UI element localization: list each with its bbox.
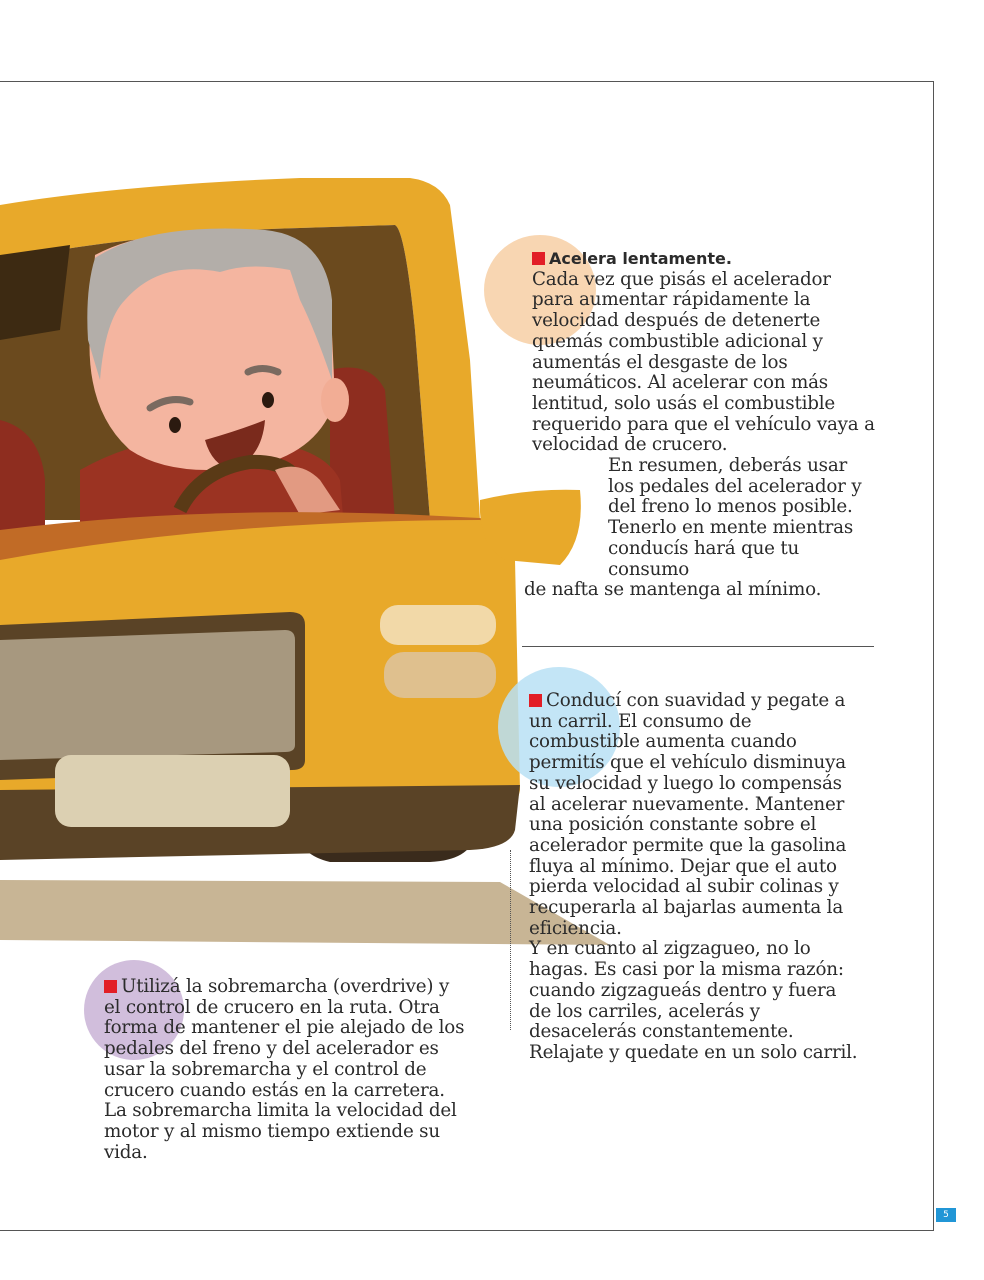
headlight-lower bbox=[384, 652, 496, 698]
section-suavidad-body: Conducí con suavidad y pegate a un carril. El consumo de combustible aumenta cuando permitís que el vehículo disminuya su velocidad y luego lo compensás al acelerar nuevamente. Mantener una posición constante sobre el acelerador permite que la gasolina fluya al mínimo. Dejar que el auto pierda velocidad al subir colinas y recuperarla al bajarlas aumenta la eficiencia. bbox=[529, 690, 847, 939]
section-acelera-summary: En resumen, deberás usar los pedales del acelerador y del freno lo menos posible. Tenerlo en mente mientras conducís hará que tu consumo bbox=[608, 455, 862, 580]
red-square-bullet-icon bbox=[104, 980, 117, 993]
window-dark bbox=[0, 245, 70, 340]
red-square-bullet-icon bbox=[529, 694, 542, 707]
section-divider bbox=[522, 646, 874, 647]
road-shape bbox=[0, 880, 610, 945]
license-plate bbox=[55, 755, 290, 827]
section-sobremarcha-body: Utilizá la sobremarcha (overdrive) y el control de crucero en la ruta. Otra forma de mantener el pie alejado de los pedales del freno y del acelerador es usar la sobremarcha y el control de crucero cuando estás en la carretera. La sobremarcha limita la velocidad del motor y al mismo tiempo extiende su vida. bbox=[104, 976, 465, 1163]
section-acelera-body: Cada vez que pisás el acelerador para aumentar rápidamente la velocidad después de detenerte quemás combustible adicional y aumentás el desgaste de los neumáticos. Al acelerar con más lentitud, solo usás el combustible requerido para que el vehículo vaya a velocidad de crucero. bbox=[532, 268, 875, 456]
page-number-badge: 5 bbox=[936, 1208, 956, 1222]
section-suavidad-body-line bbox=[529, 691, 859, 939]
section-acelera-summary-tail: de nafta se mantenga al mínimo. bbox=[524, 579, 822, 601]
section-suavidad-body2: Y en cuanto al zigzagueo, no lo hagas. Es casi por la misma razón: cuando zigzagueás dentro y fuera de los carriles, acelerás y desacelerás constantemente. Relajate y quedate en un solo carril. bbox=[529, 938, 858, 1063]
headlight-upper bbox=[380, 605, 496, 645]
vertical-dotted-rule bbox=[510, 850, 511, 1030]
grille bbox=[0, 630, 295, 760]
section-acelera-title: Acelera lentamente. bbox=[549, 249, 732, 268]
section-acelera bbox=[524, 249, 877, 601]
section-sobremarcha bbox=[104, 977, 466, 1163]
red-square-bullet-icon bbox=[532, 252, 545, 265]
section-sobremarcha-body-line bbox=[104, 977, 466, 1163]
section-acelera-title-line bbox=[532, 249, 877, 270]
section-suavidad bbox=[529, 691, 859, 1064]
driver-ear bbox=[321, 378, 349, 422]
